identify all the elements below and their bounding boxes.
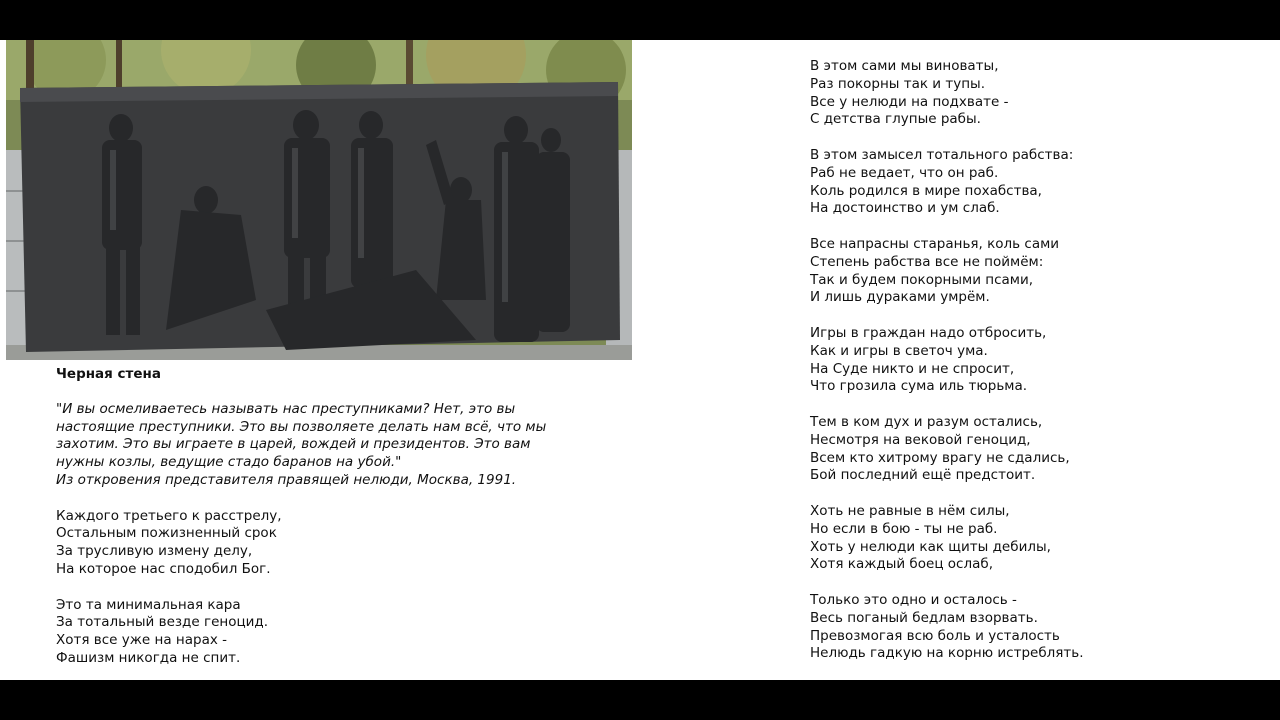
stanza	[810, 592, 1250, 663]
stanza-line: Раз покорны так и тупы.	[810, 75, 986, 92]
stanza-line: Игры в граждан надо отбросить,	[810, 324, 1047, 341]
stanza-line: Бой последний ещё предстоит.	[810, 467, 1036, 484]
stanza-line: Превозмогая всю боль и усталость	[810, 627, 1060, 644]
stanza-line: Хоть не равные в нём силы,	[810, 502, 1010, 519]
stanza-line: И лишь дураками умрём.	[810, 289, 990, 306]
bas-relief-photo	[6, 40, 632, 360]
stanza-line: Каждого третьего к расстрелу,	[56, 507, 282, 524]
stanza-line: На Суде никто и не спросит,	[810, 360, 1015, 377]
epigraph-line: захотим. Это вы играете в царей, вождей и президентов. Это вам	[56, 436, 531, 453]
stanza-line: Хотя каждый боец ослаб,	[810, 556, 994, 573]
stanza-line: Коль родился в мире похабства,	[810, 182, 1042, 199]
right-column	[810, 58, 1250, 663]
photo-illustration	[6, 40, 632, 360]
stanza-line: Но если в бою - ты не раб.	[810, 520, 998, 537]
stanza-line: За тотальный везде геноцид.	[56, 614, 269, 631]
stanza	[810, 325, 1250, 396]
stanza	[56, 508, 616, 579]
stanza-line: Хоть у нелюди как щиты дебилы,	[810, 538, 1051, 555]
stanza	[810, 414, 1250, 485]
stanza-line: Как и игры в светоч ума.	[810, 342, 988, 359]
stanza	[810, 503, 1250, 574]
stanza	[810, 147, 1250, 218]
stanza-line: В этом сами мы виноваты,	[810, 58, 999, 74]
epigraph-line: нужны козлы, ведущие стадо баранов на убой."	[56, 454, 402, 471]
stanza-line: Это та минимальная кара	[56, 596, 241, 613]
stanza-line: В этом замысел тотального рабства:	[810, 146, 1074, 163]
stanza-line: Всем кто хитрому врагу не сдались,	[810, 449, 1070, 466]
stanza-line: За трусливую измену делу,	[56, 543, 253, 560]
stanza-line: На которое нас сподобил Бог.	[56, 560, 271, 577]
stanza	[56, 597, 616, 668]
poem-title: Черная стена	[56, 366, 161, 382]
left-column	[56, 366, 616, 668]
epigraph-line: "И вы осмеливаетесь называть нас преступниками? Нет, это вы	[56, 400, 516, 417]
stanza-line: Тем в ком дух и разум остались,	[810, 413, 1043, 430]
stanza-line: С детства глупые рабы.	[810, 111, 981, 128]
epigraph-line: Из откровения представителя правящей нелюди, Москва, 1991.	[56, 471, 517, 488]
stanza-line: Нелюдь гадкую на корню истреблять.	[810, 645, 1084, 662]
stanza-line: Только это одно и осталось -	[810, 591, 1017, 608]
stanza-line: Все напрасны старанья, коль сами	[810, 235, 1060, 252]
page	[0, 40, 1280, 680]
stanza-line: Что грозила сума иль тюрьма.	[810, 378, 1028, 395]
stanza-line: Фашизм никогда не спит.	[56, 649, 241, 666]
stanza-line: Так и будем покорными псами,	[810, 271, 1034, 288]
stanza-line: На достоинство и ум слаб.	[810, 200, 1000, 217]
epigraph-line: настоящие преступники. Это вы позволяете делать нам всё, что мы	[56, 418, 547, 435]
stanza-line: Остальным пожизненный срок	[56, 525, 277, 542]
stanza-line: Все у нелюди на подхвате -	[810, 93, 1009, 110]
stanza-line: Весь поганый бедлам взорвать.	[810, 609, 1038, 626]
stanza-line: Хотя все уже на нарах -	[56, 632, 227, 649]
stanza-line: Раб не ведает, что он раб.	[810, 164, 999, 181]
stanza	[810, 236, 1250, 307]
stanza-line: Несмотря на вековой геноцид,	[810, 431, 1031, 448]
stanza-line: Степень рабства все не поймём:	[810, 253, 1044, 270]
epigraph	[56, 401, 616, 490]
stanza	[810, 58, 1250, 129]
